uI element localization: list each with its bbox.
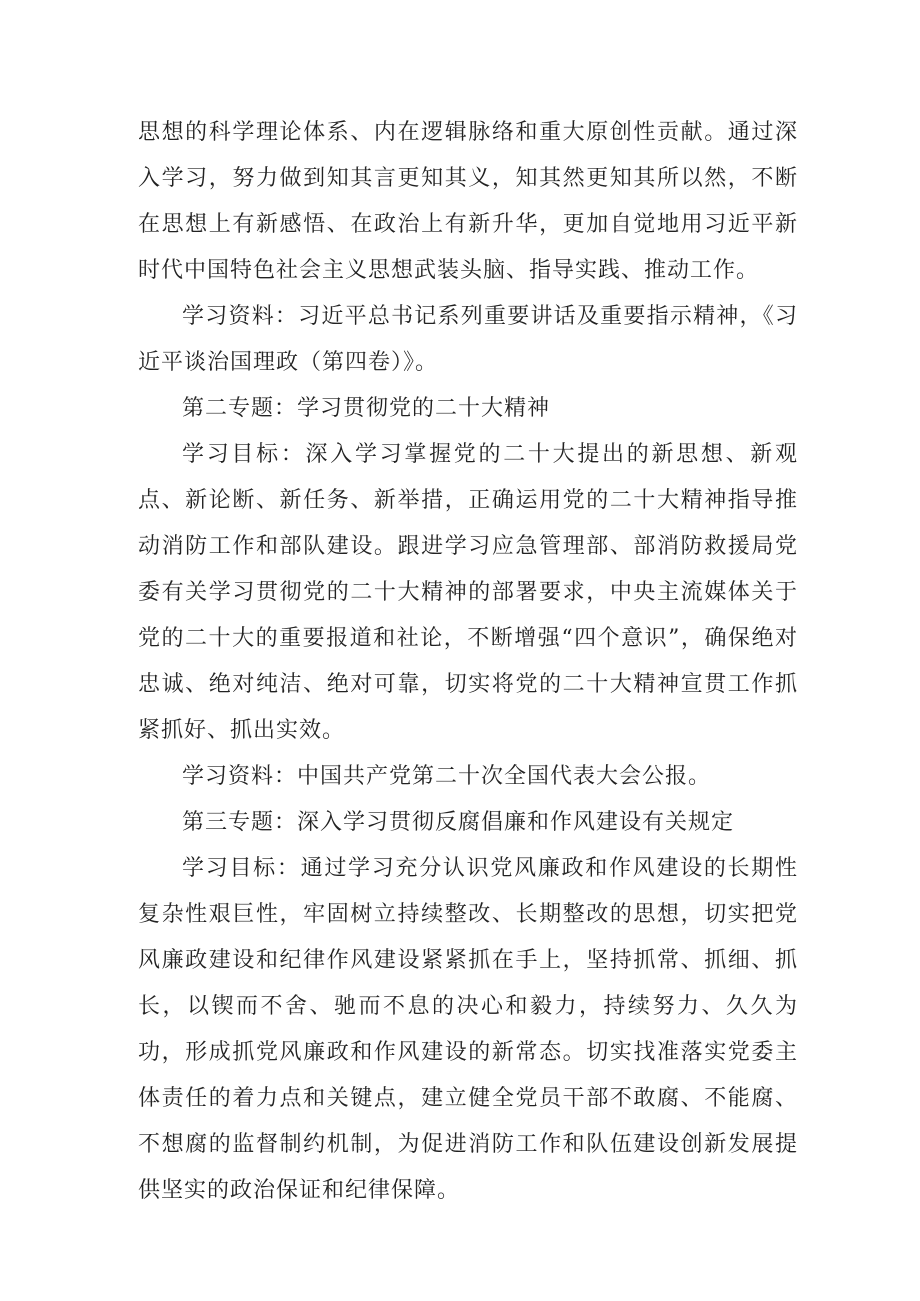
document-body (138, 110, 798, 1214)
paragraph-study-goal-2: 学习目标：深入学习掌握党的二十大提出的新思想、新观点、新论断、新任务、新举措，正确运用党的二十大精神指导推动消防工作和部队建设。跟进学习应急管理部、部消防救援局党委有关学习贯彻党的二十大精神的部署要求，中央主流媒体关于党的二十大的重要报道和社论，不断增强“四个意识”，确保绝对忠诚、绝对纯洁、绝对可靠，切实将党的二十大精神宣贯工作抓紧抓好、抓出实效。 (138, 442, 798, 743)
heading-topic-3: 第三专题：深入学习贯彻反腐倡廉和作风建设有关规定 (182, 810, 735, 835)
paragraph-study-materials-1: 学习资料：习近平总书记系列重要讲话及重要指示精神，《习近平谈治国理政（第四卷）》。 (138, 304, 798, 375)
heading-topic-2: 第二专题：学习贯彻党的二十大精神 (182, 396, 551, 421)
paragraph-study-materials-2: 学习资料：中国共产党第二十次全国代表大会公报。 (182, 764, 712, 789)
paragraph-continuation: 思想的科学理论体系、内在逻辑脉络和重大原创性贡献。通过深入学习，努力做到知其言更知其义，知其然更知其所以然，不断在思想上有新感悟、在政治上有新升华，更加自觉地用习近平新时代中国特色社会主义思想武装头脑、指导实践、推动工作。 (138, 120, 798, 283)
paragraph-study-goal-3: 学习目标：通过学习充分认识党风廉政和作风建设的长期性复杂性艰巨性，牢固树立持续整改、长期整改的思想，切实把党风廉政建设和纪律作风建设紧紧抓在手上，坚持抓常、抓细、抓长，以锲而不舍、驰而不息的决心和毅力，持续努力、久久为功，形成抓党风廉政和作风建设的新常态。切实找准落实党委主体责任的着力点和关键点，建立健全党员干部不敢腐、不能腐、不想腐的监督制约机制，为促进消防工作和队伍建设创新发展提供坚实的政治保证和纪律保障。 (138, 856, 798, 1203)
